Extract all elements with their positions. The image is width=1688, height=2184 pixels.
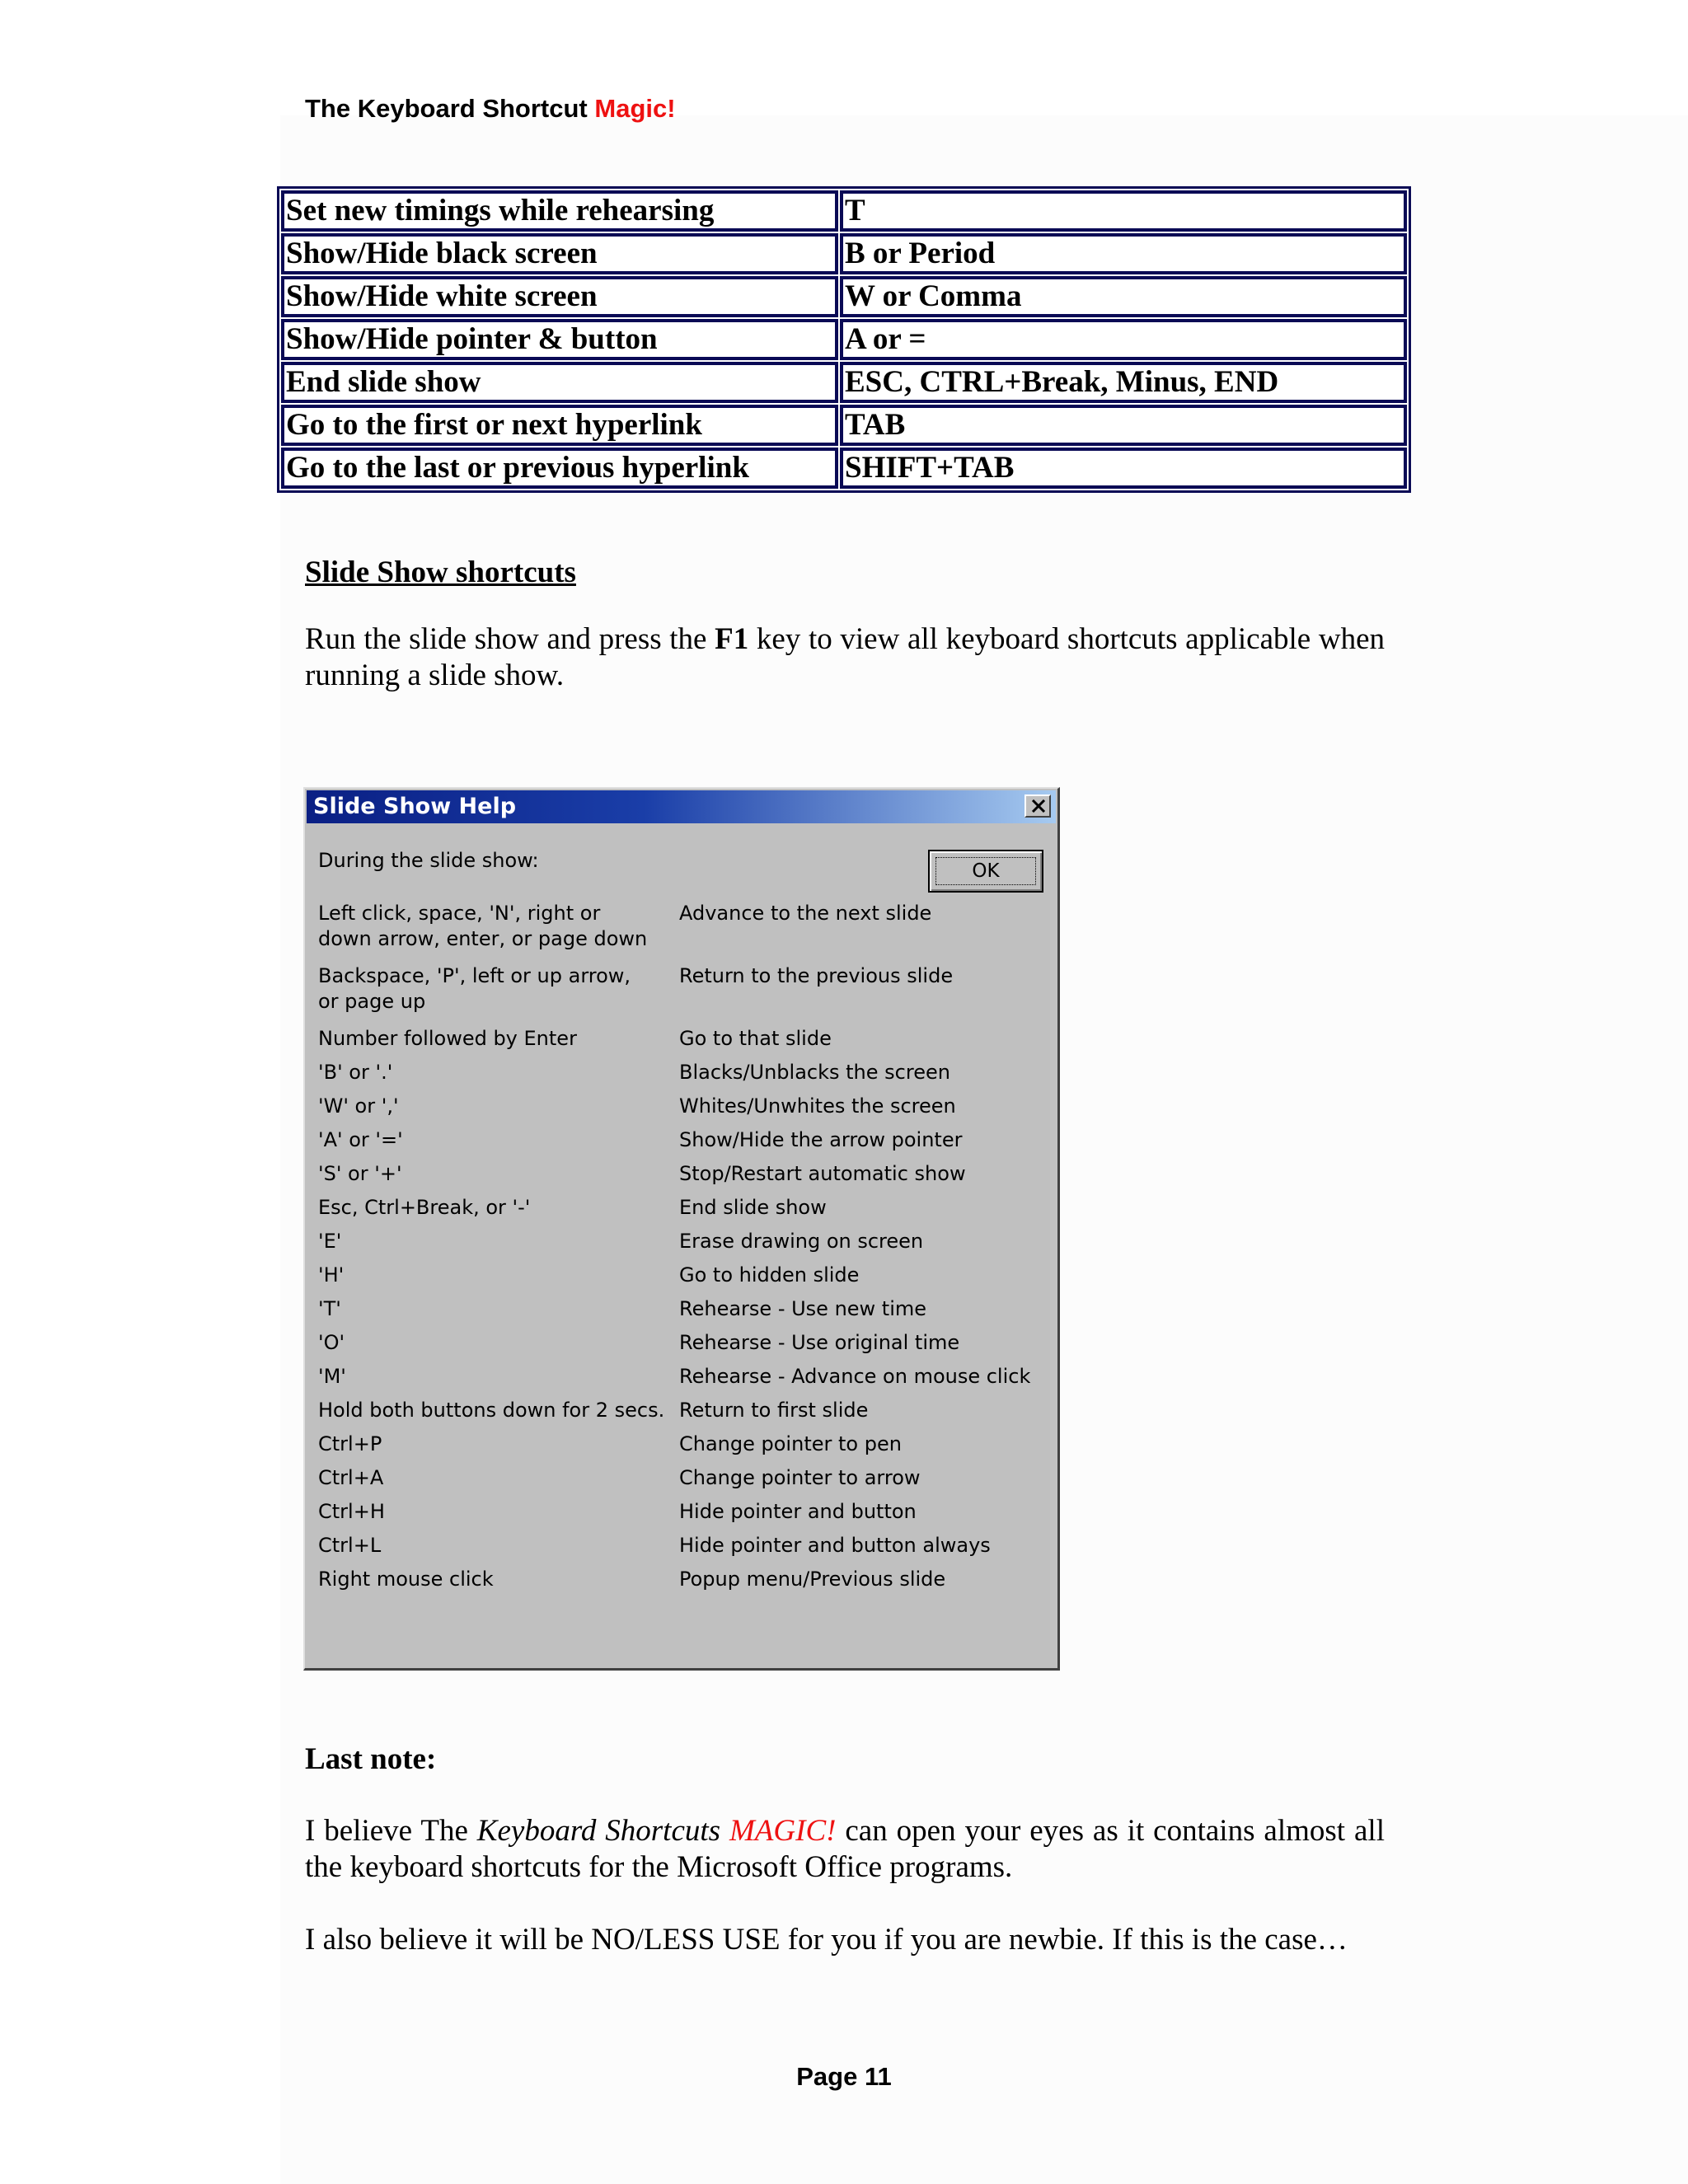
header-title-highlight: Magic! bbox=[594, 94, 676, 123]
help-row-keys: 'T' bbox=[318, 1297, 341, 1320]
help-row bbox=[318, 1094, 1043, 1119]
last-note-paragraph-1 bbox=[305, 1813, 1385, 1886]
shortcut-keys-cell: W or Comma bbox=[840, 276, 1407, 317]
help-row bbox=[318, 1060, 1043, 1085]
page-number: Page 11 bbox=[796, 2062, 892, 2091]
section-paragraph bbox=[305, 621, 1385, 694]
help-row-keys: Right mouse click bbox=[318, 1568, 494, 1591]
section-text-after: key to view all keyboard shortcuts applicable when running a slide show. bbox=[305, 622, 1386, 692]
help-row-description: End slide show bbox=[679, 1196, 827, 1219]
shortcut-action-cell: Show/Hide white screen bbox=[281, 276, 838, 317]
document-header bbox=[305, 92, 676, 125]
help-row-keys: Esc, Ctrl+Break, or '-' bbox=[318, 1196, 531, 1219]
help-row-keys: Hold both buttons down for 2 secs. bbox=[318, 1399, 665, 1422]
last-note-heading: Last note: bbox=[305, 1742, 437, 1776]
table-row bbox=[281, 276, 1407, 317]
section-text-before: Run the slide show and press the bbox=[305, 622, 715, 656]
shortcut-keys-cell: A or = bbox=[840, 319, 1407, 360]
help-row bbox=[318, 1161, 1043, 1187]
last-note-paragraph-2: I also believe it will be NO/LESS USE for you if you are newbie. If this is the case… bbox=[305, 1923, 1348, 1957]
header-title: The Keyboard Shortcut bbox=[305, 94, 588, 123]
help-row bbox=[318, 963, 1043, 1015]
help-row-description: Change pointer to arrow bbox=[679, 1466, 921, 1489]
shortcut-action-cell: End slide show bbox=[281, 362, 838, 403]
table-row bbox=[281, 233, 1407, 274]
help-row bbox=[318, 1127, 1043, 1153]
table-row bbox=[281, 362, 1407, 403]
help-row-keys: Left click, space, 'N', right or down arrow, enter, or page down bbox=[318, 902, 648, 950]
help-row-description: Rehearse - Use new time bbox=[679, 1297, 927, 1320]
help-row-keys: Ctrl+A bbox=[318, 1466, 384, 1489]
help-row-description: Whites/Unwhites the screen bbox=[679, 1094, 956, 1118]
help-row-keys: 'S' or '+' bbox=[318, 1162, 402, 1185]
table-row bbox=[281, 190, 1407, 232]
help-row-description: Go to hidden slide bbox=[679, 1263, 860, 1286]
help-row bbox=[318, 901, 1043, 952]
help-row bbox=[318, 1465, 1043, 1491]
p1-italic: Keyboard Shortcuts bbox=[476, 1814, 729, 1848]
help-row-description: Go to that slide bbox=[679, 1027, 832, 1050]
help-row bbox=[318, 1263, 1043, 1288]
shortcut-keys-cell: SHIFT+TAB bbox=[840, 448, 1407, 489]
help-row-keys: Backspace, 'P', left or up arrow, or page up bbox=[318, 964, 631, 1013]
help-row bbox=[318, 1026, 1043, 1052]
help-list bbox=[318, 893, 1043, 1592]
help-row-description: Hide pointer and button always bbox=[679, 1534, 991, 1557]
section-heading: Slide Show shortcuts bbox=[305, 555, 576, 589]
help-row-description: Stop/Restart automatic show bbox=[679, 1162, 966, 1185]
slide-show-help-dialog bbox=[303, 787, 1060, 1671]
close-button[interactable] bbox=[1025, 794, 1051, 818]
table-row bbox=[281, 405, 1407, 446]
help-row-keys: 'B' or '.' bbox=[318, 1061, 393, 1084]
help-row-description: Popup menu/Previous slide bbox=[679, 1568, 946, 1591]
help-row-description: Rehearse - Advance on mouse click bbox=[679, 1365, 1031, 1388]
help-row-keys: 'M' bbox=[318, 1365, 346, 1388]
help-row-keys: 'E' bbox=[318, 1230, 342, 1253]
help-row-description: Return to first slide bbox=[679, 1399, 869, 1422]
ok-button-label: OK bbox=[935, 857, 1036, 885]
help-row-description: Change pointer to pen bbox=[679, 1432, 902, 1455]
dialog-intro-label: During the slide show: bbox=[318, 849, 539, 872]
p1-italic-red: MAGIC! bbox=[729, 1814, 837, 1848]
help-row-keys: Ctrl+L bbox=[318, 1534, 382, 1557]
ok-button[interactable] bbox=[928, 850, 1043, 893]
help-row bbox=[318, 1499, 1043, 1525]
help-row-description: Advance to the next slide bbox=[679, 902, 932, 925]
p1-after: can open your eyes as it contains almost all the keyboard shortcuts for the Microsoft Office programs. bbox=[305, 1814, 1385, 1884]
help-row-keys: 'O' bbox=[318, 1331, 345, 1354]
help-row bbox=[318, 1195, 1043, 1221]
shortcut-action-cell: Go to the last or previous hyperlink bbox=[281, 448, 838, 489]
help-row bbox=[318, 1296, 1043, 1322]
help-row-description: Hide pointer and button bbox=[679, 1500, 917, 1523]
dialog-titlebar bbox=[307, 790, 1056, 823]
help-row-keys: 'W' or ',' bbox=[318, 1094, 399, 1118]
help-row-description: Return to the previous slide bbox=[679, 964, 954, 987]
shortcut-action-cell: Set new timings while rehearsing bbox=[281, 190, 838, 232]
help-row bbox=[318, 1229, 1043, 1254]
help-row-keys: 'A' or '=' bbox=[318, 1128, 403, 1151]
table-row bbox=[281, 319, 1407, 360]
help-row-description: Blacks/Unblacks the screen bbox=[679, 1061, 950, 1084]
help-row-description: Erase drawing on screen bbox=[679, 1230, 924, 1253]
help-row-description: Show/Hide the arrow pointer bbox=[679, 1128, 963, 1151]
help-row bbox=[318, 1432, 1043, 1457]
shortcut-keys-cell: T bbox=[840, 190, 1407, 232]
help-row bbox=[318, 1533, 1043, 1558]
help-row bbox=[318, 1398, 1043, 1423]
help-row-keys: Number followed by Enter bbox=[318, 1027, 577, 1050]
shortcut-table bbox=[277, 186, 1411, 493]
dialog-title: Slide Show Help bbox=[313, 794, 517, 819]
help-row-description: Rehearse - Use original time bbox=[679, 1331, 960, 1354]
shortcut-action-cell: Show/Hide black screen bbox=[281, 233, 838, 274]
close-icon bbox=[1031, 799, 1046, 813]
help-row bbox=[318, 1330, 1043, 1356]
shortcut-keys-cell: ESC, CTRL+Break, Minus, END bbox=[840, 362, 1407, 403]
help-row bbox=[318, 1364, 1043, 1390]
help-row-keys: Ctrl+P bbox=[318, 1432, 382, 1455]
shortcut-keys-cell: B or Period bbox=[840, 233, 1407, 274]
help-row-keys: 'H' bbox=[318, 1263, 345, 1286]
p1-before: I believe The bbox=[305, 1814, 477, 1848]
shortcut-action-cell: Go to the first or next hyperlink bbox=[281, 405, 838, 446]
help-row-keys: Ctrl+H bbox=[318, 1500, 385, 1523]
help-row bbox=[318, 1567, 1043, 1592]
shortcut-action-cell: Show/Hide pointer & button bbox=[281, 319, 838, 360]
shortcut-keys-cell: TAB bbox=[840, 405, 1407, 446]
section-key: F1 bbox=[715, 622, 749, 656]
table-row bbox=[281, 448, 1407, 489]
